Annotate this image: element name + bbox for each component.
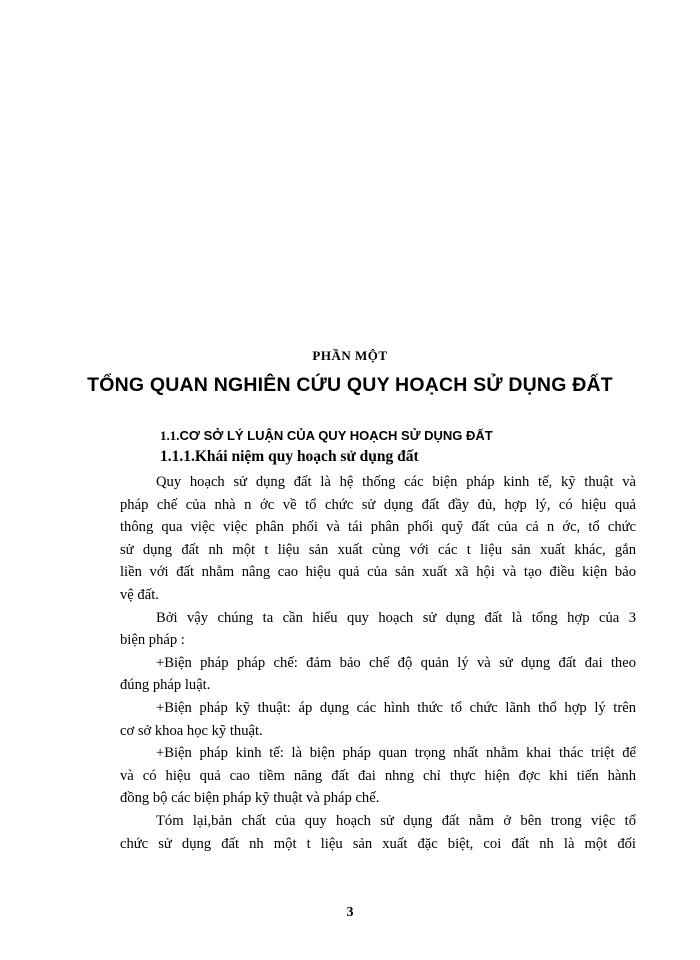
body-line: vệ đất. [120,586,159,603]
section-heading [160,428,493,444]
page-title: TỔNG QUAN NGHIÊN CỨU QUY HOẠCH SỬ DỤNG ĐẤT [87,374,613,396]
body-line: Tóm lại,bản chất của quy hoạch sử dụng đất nằm ở bên trong việc tổ [156,812,636,829]
body-line: Quy hoạch sử dụng đất là hệ thống các biện pháp kinh tế, kỹ thuật và [156,474,636,490]
body-line: liền với đất nhằm nâng cao hiệu quả của sản xuất xã hội và tạo điều kiện bảo [120,564,636,581]
body-line: +Biện pháp kinh tế: là biện pháp quan trọng nhất nhằm khai thác triệt để [156,745,636,762]
page-number: 3 [346,905,354,920]
section-number: 1.1. [160,428,180,443]
body-line: và có hiệu quả cao tiềm năng đất đai nhng chỉ thực hiện đợc khi tiến hành [120,767,636,784]
part-label: PHẦN MỘT [312,348,388,363]
body-line: +Biện pháp kỹ thuật: áp dụng các hình thức tổ chức lãnh thổ hợp lý trên [156,699,636,716]
body-line: đồng bộ các biện pháp kỹ thuật và pháp chế. [120,790,380,807]
body-line: đúng pháp luật. [120,677,211,694]
body-line: cơ sở khoa học kỹ thuật. [120,722,263,739]
body-line: chức sử dụng đất nh một t liệu sản xuất đặc biệt, coi đất nh là một đối [120,835,636,852]
body-line: Bởi vậy chúng ta cần hiểu quy hoạch sử dụng đất là tổng hợp của 3 [156,609,636,626]
body-line: pháp chế của nhà n ớc về tổ chức sử dụng đất đầy đủ, hợp lý, có hiệu quả [120,496,636,513]
subsection-heading: 1.1.1.Khái niệm quy hoạch sử dụng đất [160,448,419,465]
section-text: CƠ SỞ LÝ LUẬN CỦA QUY HOẠCH SỬ DỤNG ĐẤT [179,428,493,443]
body-text [120,471,636,855]
body-line: biện pháp : [120,632,185,649]
body-line: sử dụng đất nh một t liệu sản xuất cùng với các t liệu sản xuất khác, gắn [120,541,636,558]
body-line: thông qua việc việc phân phối và tái phân phối quỹ đất của cả n ớc, tổ chức [120,519,636,536]
body-line: +Biện pháp pháp chế: đảm bảo chế độ quản lý và sử dụng đất đai theo [156,654,636,671]
